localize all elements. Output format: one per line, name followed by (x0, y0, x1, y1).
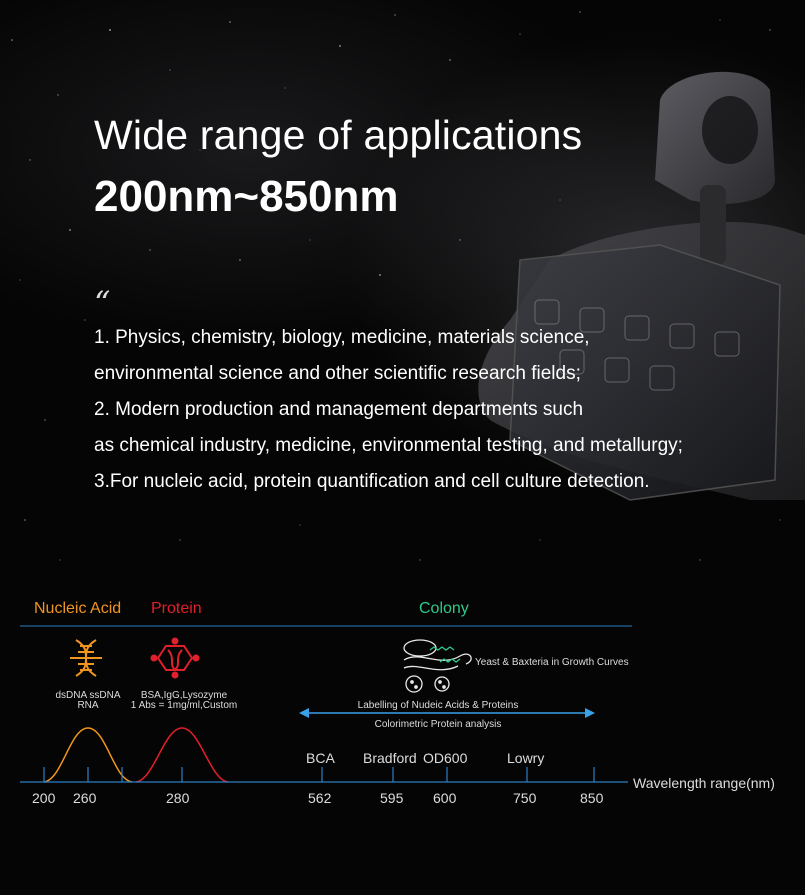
category-protein: Protein (151, 600, 202, 617)
application-line: environmental science and other scientific research fields; (94, 363, 581, 384)
page-title: Wide range of applications (94, 112, 583, 158)
category-colony: Colony (419, 600, 469, 617)
nucleic-acid-sample-label: dsDNA ssDNA (55, 690, 121, 701)
application-line: 2. Modern production and management departments such (94, 399, 584, 420)
arrow-right-head (585, 708, 595, 718)
bacteria-colony-icon (404, 640, 471, 692)
colorimetric-range-label: Colorimetric Protein analysis (374, 719, 502, 730)
category-nucleic-acid: Nucleic Acid (34, 600, 122, 617)
tick-label: 850 (580, 790, 604, 806)
application-line: 3.For nucleic acid, protein quantification and cell culture detection. (94, 471, 650, 492)
protein-sample-label: BSA,IgG,Lysozyme (140, 690, 228, 701)
arrow-left-head (299, 708, 309, 718)
method-bradford: Bradford (363, 750, 417, 766)
nucleic-acid-sample-label: RNA (77, 700, 99, 711)
colony-note: Yeast & Baxteria in Growth Curves (475, 657, 629, 668)
method-od600: OD600 (423, 750, 468, 766)
tick-label: 280 (166, 790, 190, 806)
tick-label: 600 (433, 790, 457, 806)
protein-dna-icon (152, 639, 199, 678)
tick-label: 595 (380, 790, 404, 806)
tick-label: 200 (32, 790, 56, 806)
method-lowry: Lowry (507, 750, 545, 766)
axis-label: Wavelength range(nm) (633, 775, 775, 791)
tick-label: 562 (308, 790, 332, 806)
dna-icon (70, 640, 102, 676)
protein-sample-label: 1 Abs = 1mg/ml,Custom (130, 700, 238, 711)
application-line: as chemical industry, medicine, environmental testing, and metallurgy; (94, 435, 683, 456)
quote-mark: “ (94, 284, 111, 322)
tick-label: 750 (513, 790, 537, 806)
application-line: 1. Physics, chemistry, biology, medicine, materials science, (94, 327, 590, 348)
method-bca: BCA (306, 750, 335, 766)
tick-label: 260 (73, 790, 97, 806)
labelling-range-label: Labelling of Nudeic Acids & Proteins (357, 700, 519, 711)
wavelength-range-heading: 200nm~850nm (94, 172, 399, 221)
